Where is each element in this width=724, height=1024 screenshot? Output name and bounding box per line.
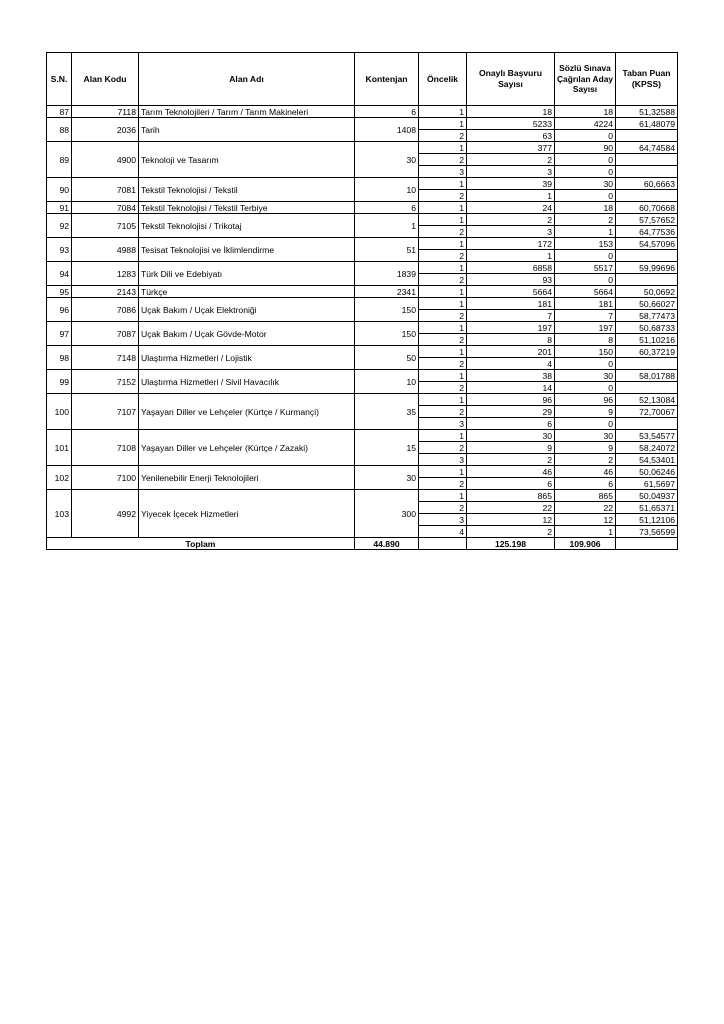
total-kontenjan: 44.890 [355, 538, 419, 550]
cell-alan-kodu: 4900 [72, 142, 139, 178]
cell-sozlu: 18 [555, 106, 616, 118]
cell-oncelik: 1 [419, 262, 467, 274]
cell-onayli: 14 [467, 382, 555, 394]
cell-onayli: 39 [467, 178, 555, 190]
cell-taban [616, 274, 678, 286]
cell-onayli: 9 [467, 442, 555, 454]
header-kontenjan: Kontenjan [355, 53, 419, 106]
cell-sn: 89 [47, 142, 72, 178]
cell-taban [616, 166, 678, 178]
cell-oncelik: 2 [419, 190, 467, 202]
cell-sozlu: 6 [555, 478, 616, 490]
cell-kontenjan: 300 [355, 490, 419, 538]
cell-taban: 51,10216 [616, 334, 678, 346]
cell-alan-kodu: 1283 [72, 262, 139, 286]
cell-sn: 91 [47, 202, 72, 214]
cell-oncelik: 1 [419, 202, 467, 214]
cell-kontenjan: 10 [355, 178, 419, 202]
cell-oncelik: 2 [419, 358, 467, 370]
cell-alan-adi: Tekstil Teknolojisi / Tekstil [139, 178, 355, 202]
cell-kontenjan: 30 [355, 466, 419, 490]
cell-alan-adi: Teknoloji ve Tasarım [139, 142, 355, 178]
cell-sozlu: 22 [555, 502, 616, 514]
cell-onayli: 377 [467, 142, 555, 154]
cell-alan-kodu: 7108 [72, 430, 139, 466]
cell-sozlu: 46 [555, 466, 616, 478]
cell-oncelik: 1 [419, 466, 467, 478]
cell-alan-adi: Yenilenebilir Enerji Teknolojileri [139, 466, 355, 490]
table-row [47, 178, 678, 190]
cell-onayli: 96 [467, 394, 555, 406]
cell-onayli: 29 [467, 406, 555, 418]
cell-sozlu: 9 [555, 406, 616, 418]
cell-alan-kodu: 2143 [72, 286, 139, 298]
cell-sn: 97 [47, 322, 72, 346]
total-sozlu: 109.906 [555, 538, 616, 550]
cell-oncelik: 3 [419, 166, 467, 178]
cell-taban: 61,5697 [616, 478, 678, 490]
cell-oncelik: 1 [419, 178, 467, 190]
cell-oncelik: 1 [419, 214, 467, 226]
cell-alan-adi: Tarım Teknolojileri / Tarım / Tarım Makineleri [139, 106, 355, 118]
cell-sozlu: 865 [555, 490, 616, 502]
cell-oncelik: 1 [419, 298, 467, 310]
total-taban-empty [616, 538, 678, 550]
cell-sozlu: 5517 [555, 262, 616, 274]
cell-taban: 60,37219 [616, 346, 678, 358]
cell-sn: 93 [47, 238, 72, 262]
cell-taban [616, 154, 678, 166]
cell-alan-kodu: 7152 [72, 370, 139, 394]
header-sozlu-sinav: Sözlü Sınava Çağrılan Aday Sayısı [555, 53, 616, 106]
cell-taban: 50,66027 [616, 298, 678, 310]
cell-sozlu: 0 [555, 250, 616, 262]
cell-oncelik: 1 [419, 394, 467, 406]
table-row [47, 238, 678, 250]
cell-oncelik: 2 [419, 406, 467, 418]
cell-kontenjan: 1 [355, 214, 419, 238]
cell-onayli: 30 [467, 430, 555, 442]
cell-sozlu: 0 [555, 418, 616, 430]
cell-oncelik: 4 [419, 526, 467, 538]
cell-sn: 87 [47, 106, 72, 118]
cell-taban: 50,04937 [616, 490, 678, 502]
cell-taban: 57,57652 [616, 214, 678, 226]
table-row [47, 346, 678, 358]
cell-alan-kodu: 7107 [72, 394, 139, 430]
cell-alan-kodu: 7081 [72, 178, 139, 202]
header-taban-puan: Taban Puan (KPSS) [616, 53, 678, 106]
cell-alan-adi: Tarih [139, 118, 355, 142]
cell-onayli: 2 [467, 454, 555, 466]
table-row [47, 286, 678, 298]
cell-sozlu: 0 [555, 274, 616, 286]
cell-taban: 60,6663 [616, 178, 678, 190]
cell-oncelik: 2 [419, 250, 467, 262]
cell-alan-kodu: 7087 [72, 322, 139, 346]
cell-sn: 103 [47, 490, 72, 538]
results-table [46, 52, 678, 550]
table-row [47, 466, 678, 478]
cell-sn: 95 [47, 286, 72, 298]
cell-oncelik: 2 [419, 310, 467, 322]
cell-onayli: 6 [467, 418, 555, 430]
cell-onayli: 63 [467, 130, 555, 142]
cell-taban: 58,77473 [616, 310, 678, 322]
cell-onayli: 7 [467, 310, 555, 322]
cell-sozlu: 9 [555, 442, 616, 454]
cell-oncelik: 2 [419, 226, 467, 238]
cell-kontenjan: 15 [355, 430, 419, 466]
cell-sn: 90 [47, 178, 72, 202]
cell-alan-adi: Yiyecek İçecek Hizmetleri [139, 490, 355, 538]
cell-sozlu: 153 [555, 238, 616, 250]
cell-kontenjan: 51 [355, 238, 419, 262]
cell-taban: 50,0692 [616, 286, 678, 298]
cell-onayli: 201 [467, 346, 555, 358]
cell-alan-kodu: 7084 [72, 202, 139, 214]
total-oncelik-empty [419, 538, 467, 550]
header-alan-kodu: Alan Kodu [72, 53, 139, 106]
cell-sozlu: 7 [555, 310, 616, 322]
header-sn: S.N. [47, 53, 72, 106]
cell-taban: 72,70067 [616, 406, 678, 418]
cell-onayli: 197 [467, 322, 555, 334]
cell-taban: 64,74584 [616, 142, 678, 154]
cell-sozlu: 8 [555, 334, 616, 346]
cell-oncelik: 2 [419, 130, 467, 142]
cell-oncelik: 1 [419, 346, 467, 358]
cell-kontenjan: 2341 [355, 286, 419, 298]
cell-onayli: 5664 [467, 286, 555, 298]
cell-oncelik: 1 [419, 490, 467, 502]
cell-alan-kodu: 7148 [72, 346, 139, 370]
cell-alan-adi: Yaşayan Diller ve Lehçeler (Kürtçe / Zazaki) [139, 430, 355, 466]
cell-onayli: 22 [467, 502, 555, 514]
cell-oncelik: 1 [419, 370, 467, 382]
cell-taban: 58,01788 [616, 370, 678, 382]
cell-taban [616, 190, 678, 202]
cell-sozlu: 4224 [555, 118, 616, 130]
cell-onayli: 1 [467, 250, 555, 262]
table-body [47, 106, 678, 538]
cell-kontenjan: 6 [355, 202, 419, 214]
cell-kontenjan: 10 [355, 370, 419, 394]
cell-oncelik: 2 [419, 154, 467, 166]
cell-sn: 99 [47, 370, 72, 394]
cell-sozlu: 30 [555, 430, 616, 442]
cell-taban: 53,54577 [616, 430, 678, 442]
cell-alan-adi: Ulaştırma Hizmetleri / Lojistik [139, 346, 355, 370]
cell-taban [616, 418, 678, 430]
cell-sozlu: 150 [555, 346, 616, 358]
cell-onayli: 6858 [467, 262, 555, 274]
table-row [47, 490, 678, 502]
cell-oncelik: 3 [419, 514, 467, 526]
cell-alan-adi: Tesisat Teknolojisi ve İklimlendirme [139, 238, 355, 262]
cell-alan-kodu: 7086 [72, 298, 139, 322]
cell-kontenjan: 150 [355, 298, 419, 322]
cell-taban [616, 130, 678, 142]
cell-onayli: 3 [467, 226, 555, 238]
cell-taban: 64,77536 [616, 226, 678, 238]
cell-alan-kodu: 7118 [72, 106, 139, 118]
cell-onayli: 865 [467, 490, 555, 502]
cell-onayli: 3 [467, 166, 555, 178]
cell-onayli: 1 [467, 190, 555, 202]
cell-taban: 51,12106 [616, 514, 678, 526]
cell-sozlu: 0 [555, 166, 616, 178]
cell-alan-adi: Yaşayan Diller ve Lehçeler (Kürtçe / Kurmançi) [139, 394, 355, 430]
cell-oncelik: 2 [419, 382, 467, 394]
header-oncelik: Öncelik [419, 53, 467, 106]
cell-sozlu: 96 [555, 394, 616, 406]
cell-sozlu: 1 [555, 526, 616, 538]
cell-taban: 59,99696 [616, 262, 678, 274]
cell-sozlu: 5664 [555, 286, 616, 298]
table-row [47, 298, 678, 310]
cell-oncelik: 2 [419, 334, 467, 346]
cell-onayli: 2 [467, 526, 555, 538]
cell-sozlu: 0 [555, 154, 616, 166]
table-row [47, 262, 678, 274]
cell-sozlu: 0 [555, 190, 616, 202]
cell-sn: 92 [47, 214, 72, 238]
cell-oncelik: 3 [419, 454, 467, 466]
cell-taban: 60,70668 [616, 202, 678, 214]
cell-kontenjan: 1408 [355, 118, 419, 142]
cell-sozlu: 30 [555, 370, 616, 382]
cell-taban [616, 250, 678, 262]
cell-onayli: 24 [467, 202, 555, 214]
cell-alan-adi: Uçak Bakım / Uçak Elektroniği [139, 298, 355, 322]
cell-onayli: 172 [467, 238, 555, 250]
cell-alan-adi: Tekstil Teknolojisi / Tekstil Terbiye [139, 202, 355, 214]
cell-taban [616, 358, 678, 370]
cell-taban: 58,24072 [616, 442, 678, 454]
cell-onayli: 2 [467, 154, 555, 166]
cell-onayli: 6 [467, 478, 555, 490]
cell-taban: 51,32588 [616, 106, 678, 118]
table-row [47, 214, 678, 226]
cell-kontenjan: 150 [355, 322, 419, 346]
cell-oncelik: 1 [419, 106, 467, 118]
cell-sozlu: 0 [555, 130, 616, 142]
cell-oncelik: 1 [419, 322, 467, 334]
cell-taban: 73,56599 [616, 526, 678, 538]
cell-kontenjan: 1839 [355, 262, 419, 286]
cell-alan-kodu: 2036 [72, 118, 139, 142]
cell-onayli: 2 [467, 214, 555, 226]
cell-oncelik: 2 [419, 274, 467, 286]
cell-alan-adi: Türkçe [139, 286, 355, 298]
cell-alan-adi: Tekstil Teknolojisi / Trikotaj [139, 214, 355, 238]
cell-taban: 54,57096 [616, 238, 678, 250]
cell-kontenjan: 35 [355, 394, 419, 430]
cell-oncelik: 1 [419, 430, 467, 442]
cell-sozlu: 90 [555, 142, 616, 154]
cell-onayli: 46 [467, 466, 555, 478]
cell-onayli: 8 [467, 334, 555, 346]
cell-sozlu: 12 [555, 514, 616, 526]
header-alan-adi: Alan Adı [139, 53, 355, 106]
cell-oncelik: 3 [419, 418, 467, 430]
cell-taban: 61,48079 [616, 118, 678, 130]
cell-onayli: 18 [467, 106, 555, 118]
cell-onayli: 4 [467, 358, 555, 370]
total-row [47, 538, 678, 550]
cell-alan-kodu: 4988 [72, 238, 139, 262]
cell-alan-adi: Türk Dili ve Edebiyatı [139, 262, 355, 286]
cell-sozlu: 2 [555, 454, 616, 466]
cell-alan-kodu: 7105 [72, 214, 139, 238]
cell-alan-adi: Ulaştırma Hizmetleri / Sivil Havacılık [139, 370, 355, 394]
cell-sozlu: 197 [555, 322, 616, 334]
cell-sozlu: 0 [555, 358, 616, 370]
cell-sozlu: 181 [555, 298, 616, 310]
cell-taban: 50,68733 [616, 322, 678, 334]
cell-oncelik: 1 [419, 118, 467, 130]
cell-sn: 101 [47, 430, 72, 466]
cell-sn: 98 [47, 346, 72, 370]
cell-onayli: 5233 [467, 118, 555, 130]
cell-taban [616, 382, 678, 394]
cell-oncelik: 2 [419, 478, 467, 490]
table-row [47, 118, 678, 130]
cell-sn: 94 [47, 262, 72, 286]
table-row [47, 370, 678, 382]
cell-oncelik: 1 [419, 286, 467, 298]
cell-sn: 102 [47, 466, 72, 490]
table-row [47, 142, 678, 154]
cell-taban: 50,06246 [616, 466, 678, 478]
cell-kontenjan: 50 [355, 346, 419, 370]
table-row [47, 202, 678, 214]
cell-sn: 96 [47, 298, 72, 322]
table-row [47, 430, 678, 442]
cell-oncelik: 2 [419, 442, 467, 454]
header-onayli-basvuru: Onaylı Başvuru Sayısı [467, 53, 555, 106]
cell-oncelik: 2 [419, 502, 467, 514]
table-row [47, 106, 678, 118]
cell-oncelik: 1 [419, 142, 467, 154]
cell-alan-kodu: 7100 [72, 466, 139, 490]
cell-kontenjan: 30 [355, 142, 419, 178]
cell-sozlu: 1 [555, 226, 616, 238]
cell-taban: 54,53401 [616, 454, 678, 466]
table-row [47, 394, 678, 406]
cell-sozlu: 30 [555, 178, 616, 190]
cell-taban: 51,65371 [616, 502, 678, 514]
cell-sozlu: 2 [555, 214, 616, 226]
table-header-row [47, 53, 678, 106]
cell-alan-kodu: 4992 [72, 490, 139, 538]
cell-sozlu: 0 [555, 382, 616, 394]
cell-taban: 52,13084 [616, 394, 678, 406]
cell-sozlu: 18 [555, 202, 616, 214]
total-label: Toplam [47, 538, 355, 550]
cell-onayli: 12 [467, 514, 555, 526]
cell-kontenjan: 6 [355, 106, 419, 118]
table-row [47, 322, 678, 334]
cell-sn: 100 [47, 394, 72, 430]
cell-sn: 88 [47, 118, 72, 142]
cell-onayli: 181 [467, 298, 555, 310]
cell-onayli: 93 [467, 274, 555, 286]
cell-onayli: 38 [467, 370, 555, 382]
cell-oncelik: 1 [419, 238, 467, 250]
cell-alan-adi: Uçak Bakım / Uçak Gövde-Motor [139, 322, 355, 346]
total-onayli: 125.198 [467, 538, 555, 550]
